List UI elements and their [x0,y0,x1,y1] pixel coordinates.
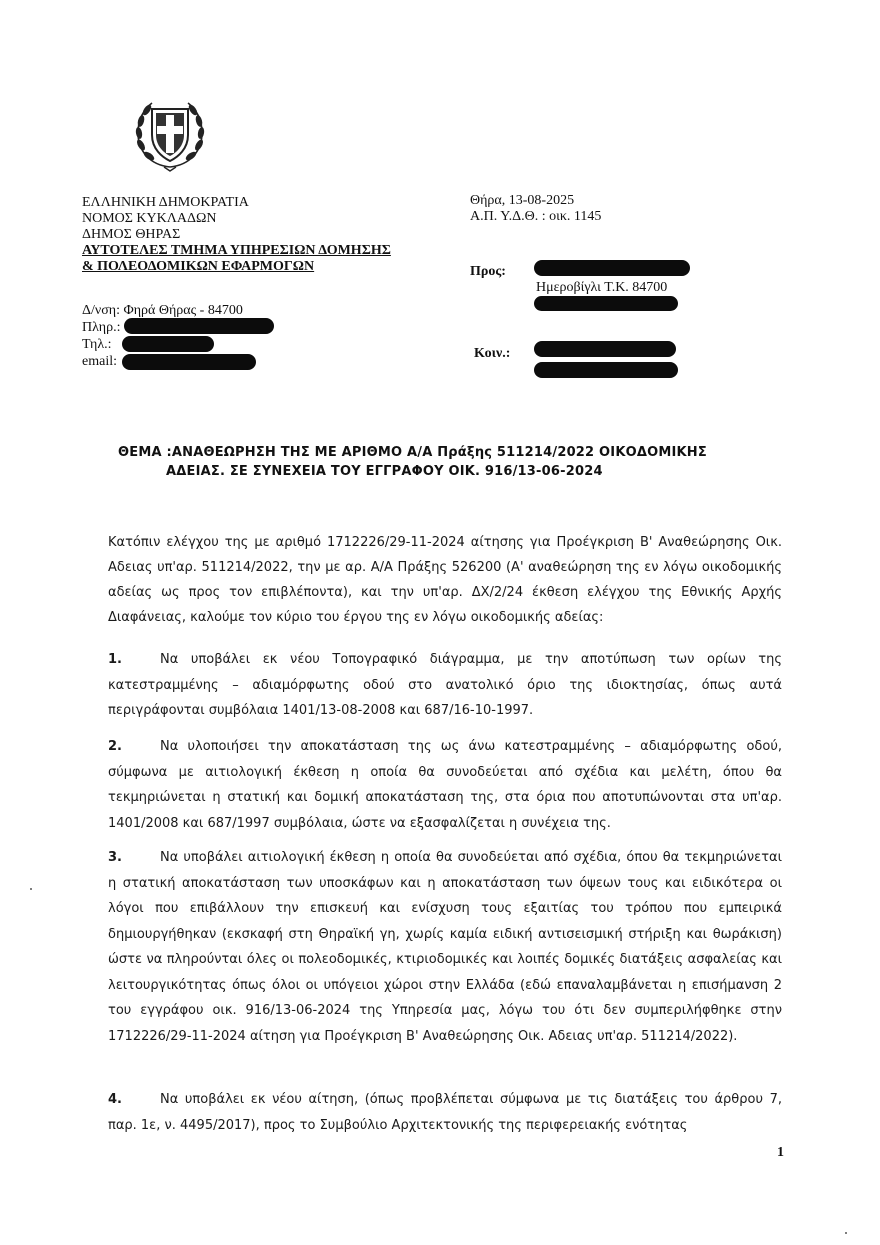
issuer-department: ΑΥΤΟΤΕΛΕΣ ΤΜΗΜΑ ΥΠΗΡΕΣΙΩΝ ΔΟΜΗΣΗΣ [82,243,391,258]
greek-coat-of-arms-emblem [132,95,208,173]
subject-line1: ΘΕΜΑ :ΑΝΑΘΕΩΡΗΣΗ ΤΗΣ ΜΕ ΑΡΙΘΜΟ Α/Α Πράξης 511214/2022 ΟΙΚΟΔΟΜΙΚΗΣ [118,445,707,460]
list-item-number: 3. [108,850,122,865]
list-item-number: 4. [108,1092,122,1107]
scan-speck [845,1232,847,1234]
page-number: 1 [777,1145,784,1160]
issuer-department-line2: & ΠΟΛΕΟΔΟΜΙΚΩΝ ΕΦΑΡΜΟΓΩΝ [82,259,315,274]
list-item [108,1087,782,1138]
list-item-text: Να υποβάλει αιτιολογική έκθεση η οποία θα συνοδεύεται από σχέδια, όπου θα τεκμηριώνεται η στατική αποκατάσταση των υποσκάφων και η αποκατάσταση των όψεων τους και ειδικότερα οι λόγοι που επιβάλλουν την επισκευή και ενίσχυση τους εξαιτίας του τρόπου που εμπειρικά δημιουργήθηκαν (εκσκαφή στη Θηραϊκή γη, χωρίς καμία ειδική αντισεισμική στήριξη και θωράκιση) ώστε να πληρούνται όλες οι πολεοδομικές, κτιριοδομικές και λοιπές δομικές διατάξεις ασφαλείας και λειτουργικότητας όπως όλοι οι υπόγειοι χώροι στην Ελλάδα (εδώ επαναλαμβάνεται η επισήμανση 2 του εγγράφου οικ. 916/13-06-2024 της Υπηρεσία μας, λόγω του ότι δεν συμπεριλήφθηκε στην 1712226/29-11-2024 αίτηση για Προέγκριση Β' Αναθεώρησης Οικ. Αδειας υπ'αρ. 511214/2022). [108,850,782,1044]
cc-label: Κοιν.: [474,346,511,361]
scan-speck [30,888,32,890]
issuer-country: ΕΛΛΗΝΙΚΗ ΔΗΜΟΚΡΑΤΙΑ [82,195,249,210]
redacted-contact-person [124,318,274,334]
subject-line2: ΑΔΕΙΑΣ. ΣΕ ΣΥΝΕΧΕΙΑ ΤΟΥ ΕΓΓΡΑΦΟΥ ΟΙΚ. 916/13-06-2024 [166,464,603,479]
issuer-municipality: ΔΗΜΟΣ ΘΗΡΑΣ [82,227,181,242]
list-item-text: Να υποβάλει εκ νέου Τοπογραφικό διάγραμμα, με την αποτύπωση των ορίων της κατεστραμμένης – αδιαμόρφωτης οδού στο ανατολικό όριο της ιδιοκτησίας, όπως αυτά περιγράφονται συμβόλαια 1401/13-08-2008 και 687/16-10-1997. [108,652,782,718]
intro-paragraph: Κατόπιν ελέγχου της με αριθμό 1712226/29-11-2024 αίτησης για Προέγκριση Β' Αναθεώρησης Οικ. Αδειας υπ'αρ. 511214/2022, την με αρ. Α/Α Πράξης 526200 (Α' αναθεώρηση της εν λόγω οικοδομικής αδείας ως προς τον επιβλέποντα), και την υπ'αρ. ΔΧ/2/24 έκθεση ελέγχου της Εθνικής Αρχής Διαφάνειας, καλούμε τον κύριο του έργου της εν λόγω οικοδομικής αδείας: [108,535,782,625]
document-date: Θήρα, 13-08-2025 [470,193,575,208]
contact-phone-label: Τηλ.: [82,337,112,352]
list-item-number: 2. [108,739,122,754]
protocol-number: Α.Π. Υ.Δ.Θ. : οικ. 1145 [470,209,602,224]
list-item [108,845,782,1049]
contact-person-label: Πληρ.: [82,320,121,335]
contact-address: Δ/νση: Φηρά Θήρας - 84700 [82,303,243,318]
list-item [108,734,782,836]
to-label: Προς: [470,264,506,279]
list-item-number: 1. [108,652,122,667]
redacted-contact-email [122,354,256,370]
contact-email-label: email: [82,354,117,369]
subject-heading [118,443,788,481]
list-item-text: Να υλοποιήσει την αποκατάσταση της ως άνω κατεστραμμένης – αδιαμόρφωτης οδού, σύμφωνα με αιτιολογική έκθεση η οποία θα συνοδεύεται από σχέδια και μελέτη, όπου θα τεκμηριώνεται η στατική και δομική αποκατάσταση της, στα όρια που αποτυπώνονται στα υπ'αρ. 1401/2008 και 687/1997 συμβόλαια, ώστε να εξασφαλίζεται η συνέχεια της. [108,739,782,831]
redacted-recipient-extra [534,296,678,311]
issuer-block [82,195,391,275]
redacted-cc-line1 [534,341,676,357]
recipient-address: Ημεροβίγλι Τ.Κ. 84700 [536,280,668,295]
redacted-cc-line2 [534,362,678,378]
list-item [108,647,782,724]
redacted-recipient-name [534,260,690,276]
issuer-prefecture: ΝΟΜΟΣ ΚΥΚΛΑΔΩΝ [82,211,217,226]
date-protocol-block [470,193,601,225]
redacted-contact-phone [122,336,214,352]
list-item-text: Να υποβάλει εκ νέου αίτηση, (όπως προβλέπεται σύμφωνα με τις διατάξεις του άρθρου 7, παρ. 1ε, ν. 4495/2017), προς το Συμβούλιο Αρχιτεκτονικής της περιφερειακής ενότητας [108,1092,782,1133]
